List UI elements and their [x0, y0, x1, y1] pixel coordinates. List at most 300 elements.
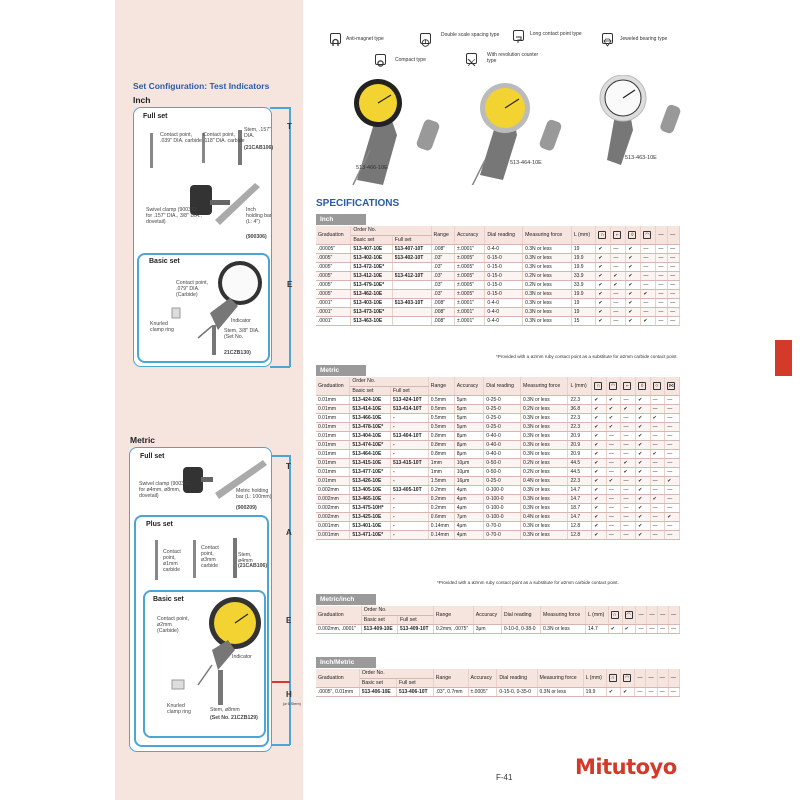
table-cell: — [650, 530, 665, 539]
long-contact-point-icon: ⌐ [623, 382, 631, 390]
table-cell: ✔ [621, 467, 636, 476]
table-cell: .0005" [316, 271, 351, 280]
table-row [316, 262, 680, 271]
table-cell: 0.3N or less [521, 530, 568, 539]
table-cell: .03" [431, 262, 454, 271]
col-graduation: Graduation [316, 377, 350, 395]
table-cell: .0005" [316, 289, 351, 298]
letter-e: E [287, 280, 293, 289]
table-cell: ✔ [596, 289, 611, 298]
table-cell: — [650, 431, 665, 440]
table-cell: — [650, 467, 665, 476]
compact-icon [375, 54, 386, 65]
table-cell: ✔ [592, 458, 607, 467]
table-cell: 22.3 [568, 422, 592, 431]
table-cell: ✔ [596, 271, 611, 280]
col-accuracy: Accuracy [473, 606, 501, 624]
col-basic-set: Basic set [361, 615, 397, 624]
metric-stem-2: Stem, ø8mm [210, 707, 240, 713]
table-row [316, 494, 680, 503]
table-cell: 513-402-10T [392, 253, 431, 262]
table-cell: 12.8 [568, 521, 592, 530]
table-cell: — [606, 485, 621, 494]
table-header-cell [665, 377, 680, 395]
inch-table-header: Inch [316, 214, 366, 225]
table-cell: 513-407-10T [392, 244, 431, 253]
inch-basic-set-parts [150, 258, 265, 363]
table-cell: — [650, 395, 665, 404]
table-cell: 0.2N or less [521, 458, 568, 467]
table-header-cell [611, 226, 626, 244]
col-full-set: Full set [392, 235, 431, 244]
table-cell: — [668, 253, 680, 262]
table-cell: 0.14mm [428, 530, 454, 539]
table-cell: — [668, 280, 680, 289]
table-cell: — [665, 449, 680, 458]
table-cell: 0.3N or less [521, 440, 568, 449]
table-cell: 0.2mm [428, 503, 454, 512]
table-cell: 0-10-0, 0-38-0 [501, 624, 540, 633]
table-cell: — [621, 503, 636, 512]
table-row [316, 440, 680, 449]
table-header-cell [622, 606, 636, 624]
table-row [316, 449, 680, 458]
table-row [316, 413, 680, 422]
table-header-cell: — [646, 669, 657, 687]
metric-inch-table-header: Metric/inch [316, 594, 376, 605]
metric-holding-bar: Metric holding bar (L: 100mm) [236, 488, 272, 500]
table-cell: 0.01mm [316, 476, 350, 485]
table-cell: 513-424-10E [350, 395, 391, 404]
table-cell: — [650, 503, 665, 512]
table-cell: ✔ [626, 244, 641, 253]
table-cell: ✔ [636, 431, 651, 440]
table-cell: 513-409-10T [397, 624, 433, 633]
table-cell: — [650, 476, 665, 485]
table-cell: — [621, 476, 636, 485]
table-cell: 513-406-10E [359, 687, 396, 696]
table-cell: ✔ [665, 512, 680, 521]
table-cell: ✔ [592, 413, 607, 422]
table-cell: - [391, 440, 429, 449]
table-cell: 513-401-10E [350, 521, 391, 530]
table-cell: 14.7 [568, 494, 592, 503]
metric-contact-2: Contact point, ø3mm carbide [201, 545, 219, 569]
table-cell: 0-70-0 [484, 530, 521, 539]
table-row [316, 422, 680, 431]
table-cell: — [657, 687, 668, 696]
table-cell: .0001" [316, 298, 351, 307]
table-cell: ✔ [626, 307, 641, 316]
table-cell: 0.3N or less [521, 413, 568, 422]
table-cell: — [650, 521, 665, 530]
connector-line [270, 366, 290, 368]
table-header-cell: — [635, 669, 646, 687]
table-cell: 513-463-10E [351, 316, 392, 325]
table-cell: — [656, 289, 668, 298]
table-cell: — [650, 422, 665, 431]
inch-stem-2-no: 21CZB130) [224, 350, 251, 356]
table-cell: 0.5mm [428, 413, 454, 422]
double-scale-icon: ◠ [624, 674, 630, 681]
table-cell: - [391, 422, 429, 431]
table-cell: 0.2mm, .0075" [433, 624, 473, 633]
table-cell: - [391, 512, 429, 521]
table-cell: 0.3N or less [541, 624, 586, 633]
table-cell: 19.9 [583, 687, 606, 696]
table-cell: — [665, 467, 680, 476]
table-cell: — [606, 440, 621, 449]
table-cell: — [656, 316, 668, 325]
table-cell: ✔ [636, 440, 651, 449]
table-cell: ✔ [592, 521, 607, 530]
table-cell: — [611, 307, 626, 316]
table-cell: .0005", 0.01mm [316, 687, 359, 696]
table-cell: — [621, 395, 636, 404]
table-cell: — [641, 271, 656, 280]
table-cell: 0-100-0 [484, 503, 521, 512]
table-header-cell [592, 377, 607, 395]
table-cell: ✔ [596, 253, 611, 262]
table-cell: 0-25-0 [484, 422, 521, 431]
inch-contact-1: Contact point, .039" DIA. carbide [160, 132, 202, 144]
table-cell: 513-472-10E* [351, 262, 392, 271]
table-cell: 0-40-0 [484, 440, 521, 449]
table-cell: 0-40-0 [484, 449, 521, 458]
table-cell: 44.5 [568, 467, 592, 476]
table-cell: 22.3 [568, 476, 592, 485]
table-cell: — [611, 244, 626, 253]
table-cell [392, 262, 431, 271]
table-cell: — [650, 485, 665, 494]
product-photo-2 [470, 83, 563, 185]
table-cell: ✔ [606, 404, 621, 413]
table-cell: 16μm [454, 476, 484, 485]
metric-knurled-ring: Knurled clamp ring [167, 703, 191, 715]
table-header-cell: — [669, 606, 680, 624]
table-cell: 4μm [454, 485, 484, 494]
table-cell: ✔ [592, 395, 607, 404]
table-cell: 19.9 [571, 262, 596, 271]
table-cell: ✔ [636, 458, 651, 467]
inch-holding-bar-no: (900306) [246, 234, 267, 240]
metric-stem: Stem, ø4mm [238, 552, 253, 564]
table-cell: 0-4-0 [485, 316, 523, 325]
table-cell: 513-402-10E [351, 253, 392, 262]
table-cell [392, 316, 431, 325]
col-range: Range [431, 226, 454, 244]
table-cell: ✔ [611, 271, 626, 280]
letter-a: A [286, 528, 292, 537]
table-cell: 513-405-10E [350, 485, 391, 494]
table-cell: 0-25-0 [484, 395, 521, 404]
table-cell: .0005" [316, 253, 351, 262]
table-cell: 0.3N or less [521, 395, 568, 404]
table-cell: ✔ [606, 413, 621, 422]
table-cell: — [641, 244, 656, 253]
table-cell: 0.2N or less [523, 271, 572, 280]
table-header-cell [636, 377, 651, 395]
table-cell: ✔ [606, 476, 621, 485]
inch-title: Inch [133, 95, 151, 105]
table-cell: 513-404-10T [391, 431, 429, 440]
table-cell: 0.6mm [428, 512, 454, 521]
table-cell: ✔ [608, 624, 622, 633]
col-basic-set: Basic set [350, 386, 391, 395]
table-cell: 0.01mm [316, 467, 350, 476]
table-cell: 20.9 [568, 440, 592, 449]
inch-metric-spec-table [316, 669, 680, 697]
table-header-cell [650, 377, 665, 395]
table-cell: 513-426-10E [350, 476, 391, 485]
table-cell: 1mm [428, 458, 454, 467]
table-cell: 0-50-0 [484, 458, 521, 467]
table-cell: 0.5mm [428, 404, 454, 413]
table-cell: ✔ [606, 687, 620, 696]
long-contact-point-icon [513, 30, 524, 41]
table-cell: — [668, 298, 680, 307]
table-cell: 513-415-10E [350, 458, 391, 467]
table-cell: ✔ [592, 503, 607, 512]
table-row [316, 624, 680, 633]
table-cell: .0005" [316, 262, 351, 271]
table-cell: 19.9 [571, 253, 596, 262]
table-cell: 5μm [454, 422, 484, 431]
table-cell: ✔ [650, 413, 665, 422]
table-cell: — [606, 458, 621, 467]
table-cell: 0.002mm [316, 485, 350, 494]
table-cell: — [611, 253, 626, 262]
table-cell: - [391, 413, 429, 422]
table-cell: ✔ [606, 395, 621, 404]
legend-compact: Compact type [395, 57, 426, 63]
col-order-no: Order No. [361, 606, 433, 615]
inch-basic-set-label: Basic set [149, 258, 180, 265]
table-cell: 0.14mm [428, 521, 454, 530]
table-cell: 0.01mm [316, 413, 350, 422]
table-cell: ✔ [596, 244, 611, 253]
col-order-no: Order No. [350, 377, 428, 386]
letter-t: T [287, 122, 292, 131]
magnet-icon: ∩ [611, 611, 619, 619]
table-cell: — [650, 440, 665, 449]
double-scale-icon: ◠ [626, 611, 631, 618]
table-cell: ±.0001" [454, 307, 484, 316]
specs-title: SPECIFICATIONS [316, 198, 400, 209]
table-cell: 513-403-10E [351, 298, 392, 307]
table-cell: 0-15-0 [485, 253, 523, 262]
table-cell: ✔ [636, 476, 651, 485]
inch-holding-bar: Inch holding bar (L: 4") [246, 207, 272, 225]
table-cell: 0.3N or less [521, 503, 568, 512]
table-cell: ✔ [596, 316, 611, 325]
table-cell: — [665, 530, 680, 539]
magnet-icon: ∩ [598, 231, 606, 239]
table-cell: 8μm [454, 431, 484, 440]
table-cell: 513-405-10T [391, 485, 429, 494]
table-cell: — [668, 307, 680, 316]
table-cell: ✔ [626, 280, 641, 289]
inch-metric-table-header: Inch/Metric [316, 657, 376, 668]
table-cell: ±.0005" [454, 271, 484, 280]
table-cell: — [606, 521, 621, 530]
table-cell: .0001" [316, 316, 351, 325]
table-cell: 513-404-10E [350, 431, 391, 440]
table-cell: 8μm [454, 449, 484, 458]
table-cell [392, 289, 431, 298]
table-cell: ✔ [636, 485, 651, 494]
table-cell: ±.0001" [454, 298, 484, 307]
metric-title: Metric [130, 435, 156, 445]
table-cell: 0.01mm [316, 458, 350, 467]
table-cell: 0.002mm [316, 494, 350, 503]
table-cell: — [606, 467, 621, 476]
table-cell: 0-15-0, 0-35-0 [497, 687, 537, 696]
col-dial-reading: Dial reading [484, 377, 521, 395]
table-cell: 0-70-0 [484, 521, 521, 530]
table-cell: 0.3N or less [521, 485, 568, 494]
table-cell: 10μm [454, 458, 484, 467]
table-header-cell: — [668, 226, 680, 244]
table-cell: ✔ [626, 298, 641, 307]
revolution-counter-icon [466, 53, 477, 64]
table-cell: — [621, 521, 636, 530]
table-cell: ✔ [596, 298, 611, 307]
table-cell: ✔ [626, 271, 641, 280]
col-l-mm: L (mm) [568, 377, 592, 395]
table-row [316, 404, 680, 413]
table-cell: 0.5mm [428, 422, 454, 431]
table-cell: ✔ [621, 687, 635, 696]
letter-t: T [286, 462, 291, 471]
table-cell: ✔ [621, 458, 636, 467]
table-cell: 0-100-0 [484, 512, 521, 521]
connector-line [270, 744, 290, 746]
table-cell: 513-471-10E* [350, 530, 391, 539]
compact-icon: ○ [653, 382, 661, 390]
table-cell: — [668, 271, 680, 280]
table-cell: 513-464-10E [350, 449, 391, 458]
table-cell: ✔ [636, 512, 651, 521]
table-cell: 0.01mm [316, 440, 350, 449]
col-graduation: Graduation [316, 606, 361, 624]
table-cell: 0-15-0 [485, 289, 523, 298]
table-cell: .03" [431, 280, 454, 289]
table-cell: ✔ [592, 404, 607, 413]
table-cell: 0.3N or less [523, 316, 572, 325]
table-cell: — [668, 244, 680, 253]
col-dial-reading: Dial reading [485, 226, 523, 244]
table-cell: 1mm [428, 467, 454, 476]
col-order-no: Order No. [359, 669, 433, 678]
table-cell: — [611, 262, 626, 271]
table-cell: — [636, 624, 647, 633]
metric-indicator-label: Indicator [232, 654, 252, 660]
table-cell: — [641, 298, 656, 307]
table-cell: 0.3N or less [523, 262, 572, 271]
table-cell: ✔ [592, 467, 607, 476]
col-order-no: Order No. [351, 226, 431, 235]
table-cell: 0.3N or less [521, 521, 568, 530]
table-cell: — [606, 449, 621, 458]
table-header-cell [606, 669, 620, 687]
table-cell: — [646, 687, 657, 696]
table-cell: 0.5mm [428, 395, 454, 404]
page-number: F-41 [496, 773, 513, 782]
table-cell: — [650, 458, 665, 467]
table-cell: — [656, 271, 668, 280]
table-cell: ✔ [641, 316, 656, 325]
table-cell: 513-475-10H* [350, 503, 391, 512]
table-cell: 0.2mm [428, 485, 454, 494]
section-tab-marker [775, 340, 792, 376]
table-cell: 20.9 [568, 431, 592, 440]
table-cell: — [658, 624, 669, 633]
table-cell: — [665, 503, 680, 512]
table-cell: 0-100-0 [484, 485, 521, 494]
table-cell: — [665, 395, 680, 404]
metric-swivel-clamp: Swivel clamp (900321, for ø4mm, ø8mm, dovetail) [139, 481, 192, 499]
table-cell: ✔ [650, 449, 665, 458]
col-full-set: Full set [391, 386, 429, 395]
table-cell: 513-415-10T [391, 458, 429, 467]
table-cell: 513-462-10E [351, 289, 392, 298]
table-cell: ✔ [626, 289, 641, 298]
table-cell: 0.001mm [316, 530, 350, 539]
table-row [316, 521, 680, 530]
legend-double-scale: Double scale spacing type [441, 32, 500, 38]
table-cell: ✔ [636, 404, 651, 413]
table-cell: 0-25-0 [484, 413, 521, 422]
table-cell: 0.2N or less [521, 467, 568, 476]
table-cell: ✔ [592, 431, 607, 440]
col-l-mm: L (mm) [586, 606, 609, 624]
metric-spec-table [316, 377, 680, 540]
legend-long-contact: Long contact point type [530, 31, 582, 37]
col-dial-reading: Dial reading [497, 669, 537, 687]
table-cell: 19 [571, 307, 596, 316]
table-cell: ✔ [636, 521, 651, 530]
table-cell: 4μm [454, 503, 484, 512]
table-cell: 14.7 [586, 624, 609, 633]
table-cell: 19.9 [571, 289, 596, 298]
table-header-cell [608, 606, 622, 624]
double-scale-icon: ◠ [610, 382, 616, 389]
table-cell: — [621, 431, 636, 440]
metric-inch-spec-table [316, 606, 680, 634]
table-cell: .008" [431, 307, 454, 316]
table-header-cell: — [656, 226, 668, 244]
table-cell: 0-25-0 [484, 476, 521, 485]
table-cell: — [665, 422, 680, 431]
magnet-icon: ∩ [594, 382, 602, 390]
inch-indicator-label: Indicator [231, 318, 251, 324]
table-cell: — [650, 404, 665, 413]
col-accuracy: Accuracy [454, 377, 484, 395]
table-cell: 12.8 [568, 530, 592, 539]
table-cell: ±.0005" [468, 687, 497, 696]
table-cell: 513-406-10T [396, 687, 433, 696]
table-cell: 0.8mm [428, 431, 454, 440]
table-row [316, 458, 680, 467]
table-cell: 0.2N or less [521, 404, 568, 413]
table-cell: 15 [571, 316, 596, 325]
table-row [316, 395, 680, 404]
table-header-cell [621, 669, 635, 687]
table-cell: ✔ [592, 512, 607, 521]
table-cell: 3μm [473, 624, 501, 633]
table-row [316, 253, 680, 262]
